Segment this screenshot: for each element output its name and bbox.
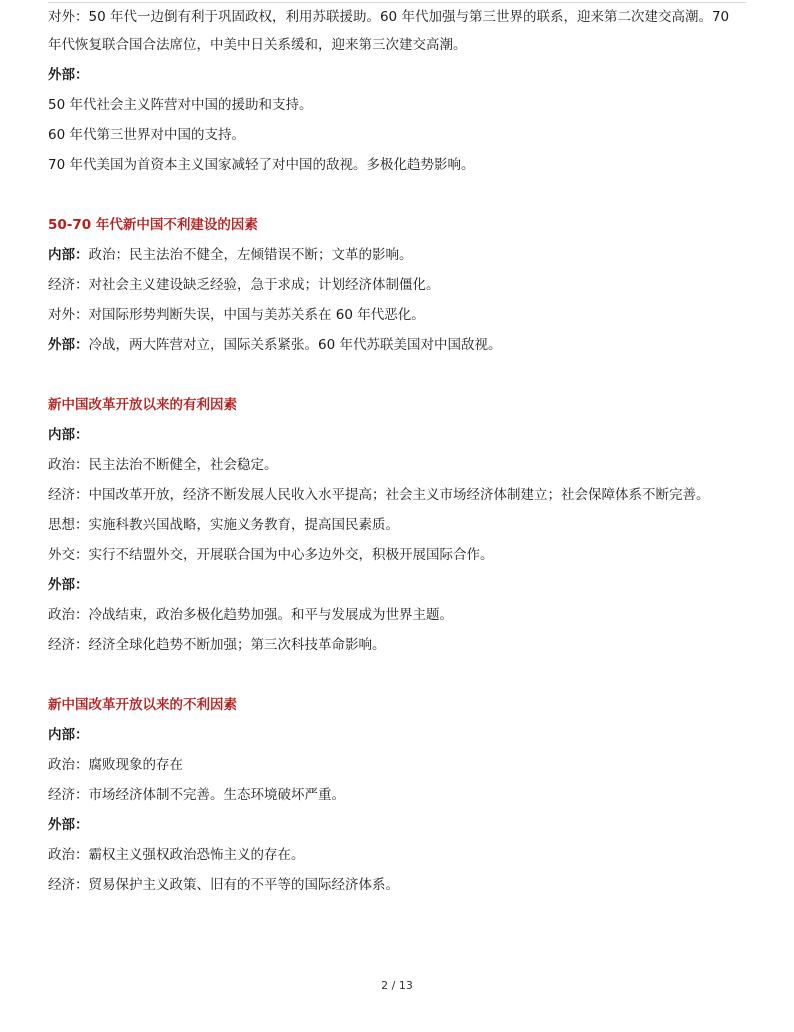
paragraph-line: 经济：贸易保护主义政策、旧有的不平等的国际经济体系。: [48, 877, 399, 893]
label-text: 外部：: [48, 67, 89, 83]
paragraph-line: 50 年代社会主义阵营对中国的援助和支持。: [48, 97, 313, 113]
section-heading: 新中国改革开放以来的不利因素: [48, 697, 237, 713]
paragraph-line: 外交：实行不结盟外交，开展联合国为中心多边外交，积极开展国际合作。: [48, 547, 494, 563]
paragraph-line: [48, 330, 758, 360]
paragraph-line: 经济：对社会主义建设缺乏经验，急于求成；计划经济体制僵化。: [48, 277, 440, 293]
paragraph-line: 思想：实施科教兴国战略，实施义务教育，提高国民素质。: [48, 517, 399, 533]
section-spacer: [48, 360, 758, 390]
paragraph-line: 70 年代美国为首资本主义国家减轻了对中国的敌视。多极化趋势影响。: [48, 157, 475, 173]
subsection-label: [48, 420, 758, 450]
document-body: [48, 0, 758, 900]
section-heading: 50-70 年代新中国不利建设的因素: [48, 217, 258, 233]
line-text: 冷战，两大阵营对立，国际关系紧张。60 年代苏联美国对中国敌视。: [88, 337, 502, 353]
line-text: 政治：民主法治不健全，左倾错误不断；文革的影响。: [88, 247, 413, 263]
section-heading: 新中国改革开放以来的有利因素: [48, 397, 237, 413]
paragraph-line: 对外：50 年代一边倒有利于巩固政权，利用苏联援助。60 年代加强与第三世界的联系，迎来第二次建交高潮。70: [48, 9, 730, 25]
paragraph-line: 政治：霸权主义强权政治恐怖主义的存在。: [48, 847, 305, 863]
label-text: 内部：: [48, 727, 89, 743]
section-spacer: [48, 180, 758, 210]
inline-label: 内部：: [48, 247, 89, 263]
subsection-label: [48, 570, 758, 600]
subsection-label: [48, 60, 758, 90]
paragraph-line: 年代恢复联合国合法席位，中美中日关系缓和，迎来第三次建交高潮。: [48, 37, 467, 53]
inline-label: 外部：: [48, 337, 89, 353]
paragraph-line: 经济：经济全球化趋势不断加强；第三次科技革命影响。: [48, 637, 386, 653]
paragraph-line: 对外：对国际形势判断失误，中国与美苏关系在 60 年代恶化。: [48, 307, 425, 323]
page-number: 2 / 13: [381, 979, 413, 992]
paragraph-line: 政治：冷战结束，政治多极化趋势加强。和平与发展成为世界主题。: [48, 607, 453, 623]
paragraph-line: 经济：中国改革开放，经济不断发展人民收入水平提高；社会主义市场经济体制建立；社会保障体系不断完善。: [48, 487, 710, 503]
paragraph-line: [48, 240, 758, 270]
subsection-label: [48, 810, 758, 840]
paragraph-line: 政治：民主法治不断健全，社会稳定。: [48, 457, 278, 473]
paragraph-line: 60 年代第三世界对中国的支持。: [48, 127, 245, 143]
paragraph-line: 经济：市场经济体制不完善。生态环境破坏严重。: [48, 787, 345, 803]
label-text: 外部：: [48, 577, 89, 593]
subsection-label: [48, 720, 758, 750]
label-text: 内部：: [48, 427, 89, 443]
label-text: 外部：: [48, 817, 89, 833]
paragraph-line: 政治：腐败现象的存在: [48, 757, 183, 773]
section-spacer: [48, 660, 758, 690]
